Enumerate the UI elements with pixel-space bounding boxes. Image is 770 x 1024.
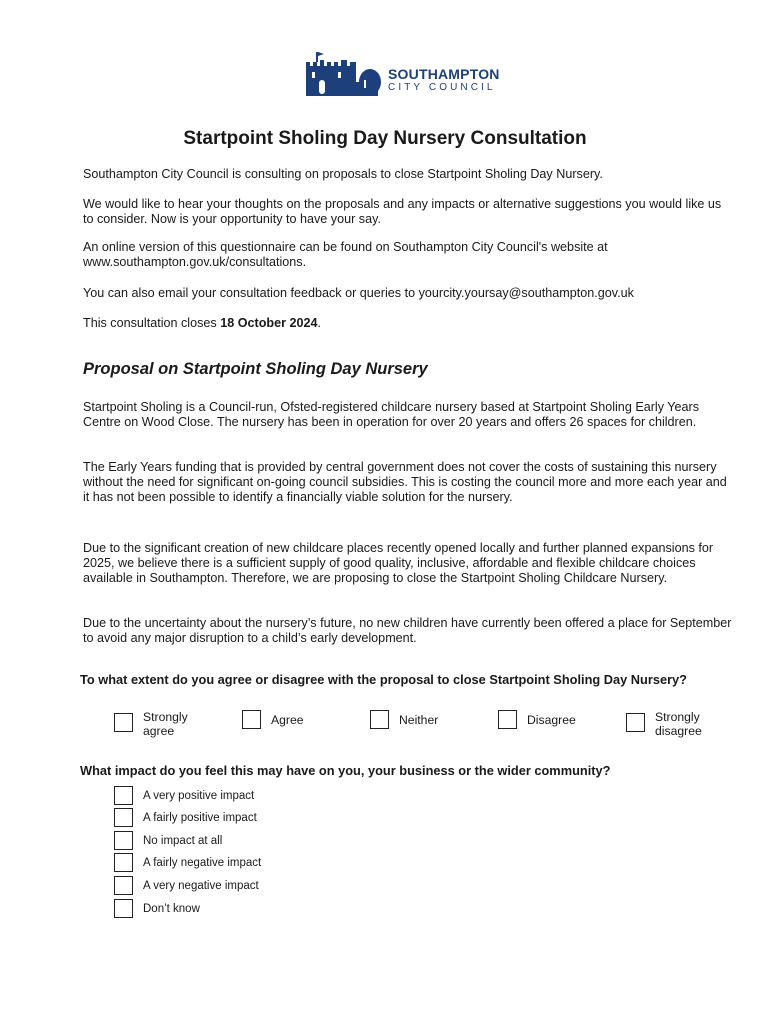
option-disagree-label: Disagree [527, 713, 576, 727]
closing-date: 18 October 2024 [220, 316, 318, 330]
option-no-impact-label: No impact at all [143, 835, 223, 847]
checkbox-disagree[interactable] [498, 710, 517, 729]
option-neither-label: Neither [399, 713, 439, 727]
intro-paragraph-3: An online version of this questionnaire can be found on Southampton City Council's website at www.southampton.gov.uk/consultations. [83, 240, 608, 270]
council-logo [304, 50, 504, 98]
logo-subtitle: CITY COUNCIL [388, 82, 496, 93]
checkbox-no-impact[interactable] [114, 831, 133, 850]
option-very-positive-label: A very positive impact [143, 790, 255, 802]
option-dont-know-label: Don’t know [143, 903, 200, 915]
option-fairly-negative-label: A fairly negative impact [143, 857, 262, 869]
option-fairly-positive-label: A fairly positive impact [143, 812, 257, 824]
logo-name: SOUTHAMPTON [388, 66, 500, 82]
closing-suffix: . [317, 316, 322, 330]
closing-date-text [83, 316, 733, 331]
intro-paragraph-1: Southampton City Council is consulting on proposals to close Startpoint Sholing Day Nursery. [83, 167, 603, 181]
castle-tower-icon [304, 50, 382, 98]
proposal-heading: Proposal on Startpoint Sholing Day Nursery [83, 360, 428, 378]
proposal-paragraph-1: Startpoint Sholing is a Council-run, Ofsted-registered childcare nursery based at Startpoint Sholing Early Years Centre on Wood Close. The nursery has been in operation for over 20 years and offers 26 spaces for children. [83, 400, 700, 430]
question-2-text: What impact do you feel this may have on you, your business or the wider community? [80, 763, 611, 778]
checkbox-strongly-disagree[interactable] [626, 713, 645, 732]
proposal-paragraph-2: The Early Years funding that is provided by central government does not cover the costs of sustaining this nursery without the need for significant on-going council subsidies. This is costing the council more and more each year and it has not been possible to identify a financially viable solution for the nursery. [83, 460, 727, 505]
question-1-text: To what extent do you agree or disagree with the proposal to close Startpoint Sholing Day Nursery? [80, 672, 687, 687]
checkbox-very-negative[interactable] [114, 876, 133, 895]
checkbox-neither[interactable] [370, 710, 389, 729]
closing-prefix: This consultation closes [83, 316, 221, 330]
option-very-negative-label: A very negative impact [143, 880, 259, 892]
proposal-paragraph-4: Due to the uncertainty about the nursery’s future, no new children have currently been offered a place for September to avoid any major disruption to a child’s early development. [83, 616, 732, 646]
checkbox-strongly-agree[interactable] [114, 713, 133, 732]
checkbox-fairly-negative[interactable] [114, 853, 133, 872]
checkbox-dont-know[interactable] [114, 899, 133, 918]
option-strongly-disagree-label: Strongly disagree [655, 710, 702, 738]
checkbox-fairly-positive[interactable] [114, 808, 133, 827]
checkbox-agree[interactable] [242, 710, 261, 729]
option-agree-label: Agree [271, 713, 304, 727]
option-strongly-agree-label: Strongly agree [143, 710, 188, 738]
proposal-paragraph-3: Due to the significant creation of new childcare places recently opened locally and further planned expansions for 2025, we believe there is a sufficient supply of good quality, inclusive, affordable and flexible childcare choices available in Southampton. Therefore, we are proposing to close the Startpoint Sholing Childcare Nursery. [83, 541, 714, 586]
intro-paragraph-4: You can also email your consultation feedback or queries to yourcity.yoursay@southampton.gov.uk [83, 286, 634, 300]
checkbox-very-positive[interactable] [114, 786, 133, 805]
page-title: Startpoint Sholing Day Nursery Consultation [183, 128, 587, 149]
intro-paragraph-2: We would like to hear your thoughts on the proposals and any impacts or alternative suggestions you would like us to consider. Now is your opportunity to have your say. [83, 197, 722, 227]
